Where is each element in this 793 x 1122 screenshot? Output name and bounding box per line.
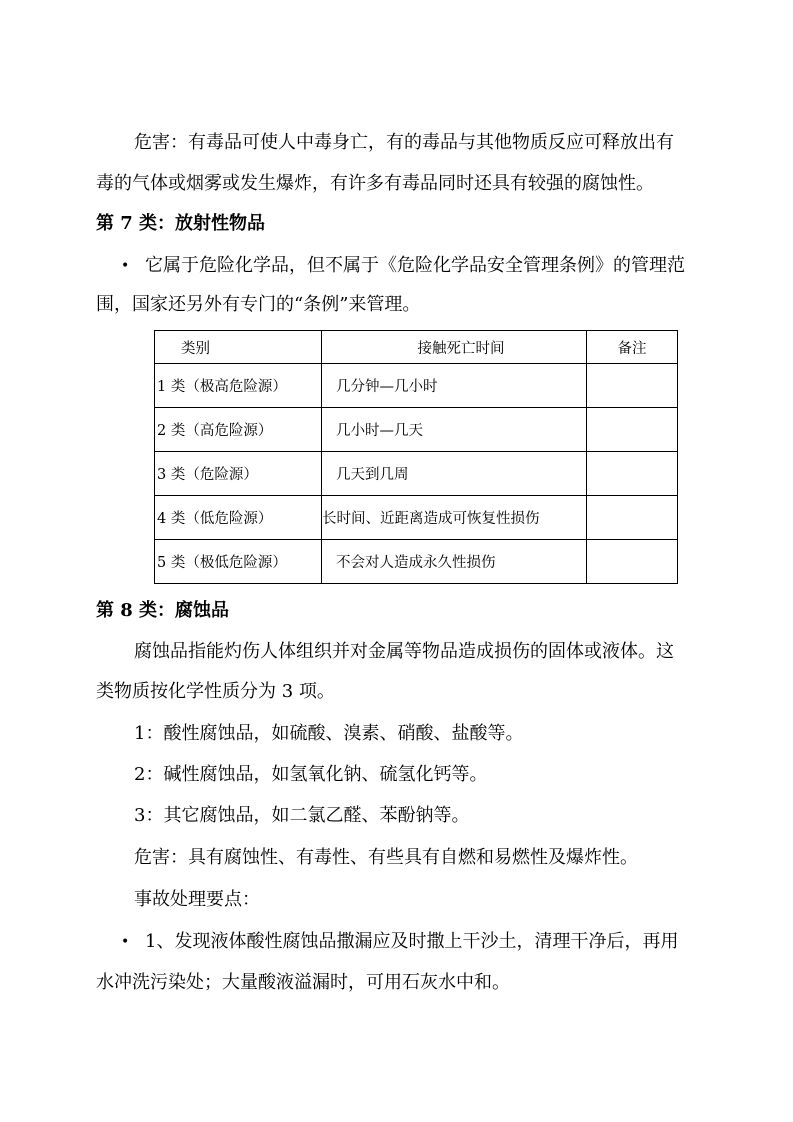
table-row [155, 408, 678, 452]
accident-bullet-line-2: 水冲洗污染处；大量酸液溢漏时，可用石灰水中和。 [96, 972, 510, 993]
hazard-poison-line-1: 危害：有毒品可使人中毒身亡，有的毒品与其他物质反应可释放出有 [134, 132, 674, 153]
table-cell-time: 不会对人造成永久性损伤 [322, 540, 587, 584]
table-row [155, 364, 678, 408]
table-header-category: 类别 [155, 331, 322, 364]
table-cell-time: 几分钟—几小时 [322, 364, 587, 408]
table-cell-note [587, 408, 678, 452]
table-header-time: 接触死亡时间 [322, 331, 587, 364]
table-row [155, 540, 678, 584]
table-cell-category: 4 类（低危险源） [155, 496, 322, 540]
table-cell-time: 长时间、近距离造成可恢复性损伤 [322, 496, 587, 540]
table-cell-note [587, 364, 678, 408]
corrosive-item-3: 3：其它腐蚀品，如二氯乙醛、苯酚钠等。 [134, 805, 470, 826]
table-cell-category: 3 类（危险源） [155, 452, 322, 496]
hazard-poison-line-2: 毒的气体或烟雾或发生爆炸，有许多有毒品同时还具有较强的腐蚀性。 [96, 173, 654, 194]
class7-bullet-line-1: 它属于危险化学品，但不属于《危险化学品安全管理条例》的管理范 [145, 255, 685, 276]
radioactive-class-table [154, 330, 678, 584]
table-cell-category: 5 类（极低危险源） [155, 540, 322, 584]
class7-bullet-line-2: 围，国家还另外有专门的“条例”来管理。 [96, 294, 421, 315]
table-cell-time: 几天到几周 [322, 452, 587, 496]
corrosive-item-2: 2：碱性腐蚀品，如氢氧化钠、硫氢化钙等。 [134, 764, 488, 785]
class7-heading: 第 7 类：放射性物品 [96, 213, 266, 234]
table-cell-note [587, 540, 678, 584]
table-cell-note [587, 452, 678, 496]
bullet-icon: • [121, 258, 130, 274]
bullet-icon: • [121, 934, 130, 950]
accident-bullet-line-1: 1、发现液体酸性腐蚀品撒漏应及时撒上干沙土，清理干净后，再用 [145, 931, 679, 952]
table-cell-category: 2 类（高危险源） [155, 408, 322, 452]
class8-definition-line-1: 腐蚀品指能灼伤人体组织并对金属等物品造成损伤的固体或液体。这 [134, 641, 674, 662]
table-cell-time: 几小时—几天 [322, 408, 587, 452]
table-row [155, 452, 678, 496]
class8-heading: 第 8 类：腐蚀品 [96, 600, 230, 621]
class8-definition-line-2: 类物质按化学性质分为 3 项。 [96, 681, 335, 702]
hazard-corrosive: 危害：具有腐蚀性、有毒性、有些具有自燃和易燃性及爆炸性。 [134, 847, 638, 868]
table-header-row [155, 331, 678, 364]
table-row [155, 496, 678, 540]
table-header-note: 备注 [587, 331, 678, 364]
table-cell-note [587, 496, 678, 540]
accident-heading: 事故处理要点： [134, 889, 260, 910]
corrosive-item-1: 1：酸性腐蚀品，如硫酸、溴素、硝酸、盐酸等。 [134, 723, 524, 744]
table-cell-category: 1 类（极高危险源） [155, 364, 322, 408]
